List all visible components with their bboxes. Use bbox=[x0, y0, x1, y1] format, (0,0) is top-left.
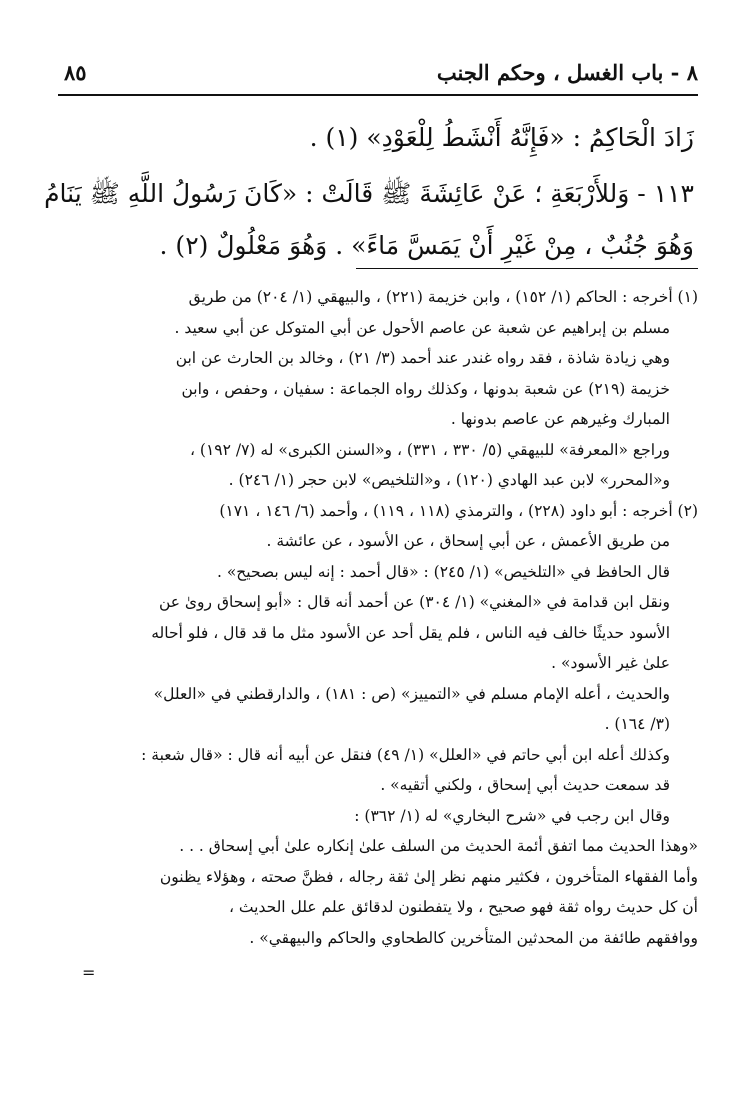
main-line: ١١٣ - وَللأَرْبَعَةِ ؛ عَنْ عَائِشَةَ ﷺ قَالَتْ : «كَانَ رَسُولُ اللَّهِ ﷺ يَنَامُ bbox=[44, 179, 694, 208]
page-number: ٨٥ bbox=[64, 60, 87, 85]
footnote-line: علىٰ غير الأسود» . bbox=[551, 654, 670, 672]
footnote-line: وكذلك أعله ابن أبي حاتم في «العلل» (١/ ٤٩) فنقل عن أبيه أنه قال : «قال شعبة : bbox=[141, 745, 670, 764]
footnote-line: (٢) أخرجه : أبو داود (٢٢٨) ، والترمذي (١١٨ ، ١١٩) ، وأحمد (٦/ ١٤٦ ، ١٧١) bbox=[219, 501, 698, 520]
footnote-line: المبارك وغيرهم عن عاصم بدونها . bbox=[450, 410, 670, 428]
footnote-line: قال الحافظ في «التلخيص» (١/ ٢٤٥) : «قال أحمد : إنه ليس بصحيح» . bbox=[216, 562, 670, 581]
footnote-line: وهي زيادة شاذة ، فقد رواه غندر عند أحمد (٣/ ٢١) ، وخالد بن الحارث عن ابن bbox=[175, 349, 670, 367]
chapter-title: ٨ - باب الغسل ، وحكم الجنب bbox=[436, 60, 698, 85]
footnote-line: وراجع «المعرفة» للبيهقي (٥/ ٣٣٠ ، ٣٣١) ، و«السنن الكبرى» له (٧/ ١٩٢) ، bbox=[189, 440, 670, 459]
footnote-line: «وهذا الحديث مما اتفق أئمة الحديث من السلف علىٰ إنكاره علىٰ أبي إسحاق . . . bbox=[179, 837, 698, 855]
running-header bbox=[58, 58, 698, 96]
footnote-line: وأما الفقهاء المتأخرون ، فكثير منهم نظر إلىٰ ثقة رجاله ، فظنَّ صحته ، وهؤلاء يظنون bbox=[159, 867, 698, 886]
footnote-separator bbox=[356, 268, 698, 269]
footnote-line: ونقل ابن قدامة في «المغني» (١/ ٣٠٤) عن أحمد أنه قال : «أبو إسحاق روىٰ عن bbox=[158, 593, 670, 611]
footnote-line: من طريق الأعمش ، عن أبي إسحاق ، عن الأسود ، عن عائشة . bbox=[266, 532, 670, 550]
continuation-mark: = bbox=[82, 963, 96, 982]
footnote-line: قد سمعت حديث أبي إسحاق ، ولكني أتقيه» . bbox=[380, 776, 670, 794]
main-line: وَهُوَ جُنُبٌ ، مِنْ غَيْرِ أَنْ يَمَسَّ مَاءً» . وَهُوَ مَعْلُولٌ (٢) . bbox=[159, 231, 694, 260]
main-line: زَادَ الْحَاكِمُ : «فَإِنَّهُ أَنْشَطُ لِلْعَوْدِ» (١) . bbox=[309, 123, 694, 152]
footnote-line: مسلم بن إبراهيم عن شعبة عن عاصم الأحول عن أبي المتوكل عن أبي سعيد . bbox=[174, 318, 670, 337]
footnote-line: و«المحرر» لابن عبد الهادي (١٢٠) ، و«التلخيص» لابن حجر (١/ ٢٤٦) . bbox=[228, 471, 670, 489]
footnote-line: (١) أخرجه : الحاكم (١/ ١٥٢) ، وابن خزيمة (٢٢١) ، والبيهقي (١/ ٢٠٤) من طريق bbox=[188, 288, 698, 306]
footnote-line: (٣/ ١٦٤) . bbox=[604, 715, 670, 733]
footnote-line: ووافقهم طائفة من المحدثين المتأخرين كالطحاوي والحاكم والبيهقي» . bbox=[249, 928, 698, 947]
footnote-line: أن كل حديث رواه ثقة فهو صحيح ، ولا يتفطنون لدقائق علم علل الحديث ، bbox=[228, 898, 698, 916]
footnote-line: الأسود حديثًا خالف فيه الناس ، فلم يقل أحد عن الأسود مثل ما قد قال ، فلو أحاله bbox=[151, 623, 670, 642]
footnote-line: وقال ابن رجب في «شرح البخاري» له (١/ ٣٦٢) : bbox=[354, 806, 670, 825]
hadith-text bbox=[44, 112, 694, 272]
footnote-line: والحديث ، أعله الإمام مسلم في «التمييز» (ص : ١٨١) ، والدارقطني في «العلل» bbox=[153, 684, 670, 703]
footnote-line: خزيمة (٢١٩) عن شعبة بدونها ، وكذلك رواه الجماعة : سفيان ، وحفص ، وابن bbox=[181, 379, 670, 398]
footnotes bbox=[58, 282, 698, 953]
